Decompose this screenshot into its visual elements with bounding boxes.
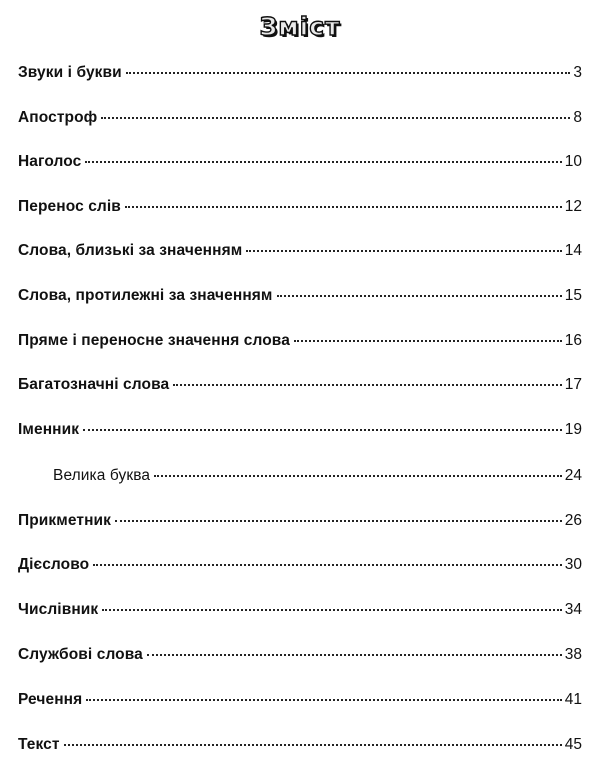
toc-page-number: 45 [564, 736, 582, 753]
toc-page-number: 30 [564, 556, 582, 573]
toc-entry-label: Речення [18, 691, 83, 708]
toc-entry-label: Слова, протилежні за значенням [18, 287, 273, 304]
toc-entry-antonyms[interactable] [18, 287, 582, 309]
toc-entry-function-words[interactable] [18, 646, 582, 668]
toc-entry-label: Дієслово [18, 556, 90, 573]
toc-page-number: 17 [564, 376, 582, 393]
dot-leader [173, 384, 562, 386]
toc-page-number: 19 [564, 421, 582, 438]
toc-entry-label: Апостроф [18, 109, 98, 126]
page-title: Зміст [259, 12, 341, 41]
toc-page-number: 14 [564, 242, 582, 259]
dot-leader [83, 429, 562, 431]
toc-entry-verb[interactable] [18, 556, 582, 578]
toc-page-number: 34 [564, 601, 582, 618]
toc-entry-word-hyphenation[interactable] [18, 198, 582, 220]
toc-entry-label: Іменник [18, 421, 80, 438]
toc-page-number: 41 [564, 691, 582, 708]
dot-leader [93, 564, 562, 566]
toc-subentry-capital-letter[interactable] [53, 467, 582, 489]
toc-entry-sentence[interactable] [18, 691, 582, 713]
dot-leader [125, 206, 562, 208]
toc-page-number: 38 [564, 646, 582, 663]
toc-page-number: 8 [573, 109, 582, 126]
toc-page-number: 24 [564, 467, 582, 484]
toc-entry-label: Багатозначні слова [18, 376, 170, 393]
toc-entry-label: Велика буква [53, 467, 151, 484]
dot-leader [147, 654, 562, 656]
dot-leader [154, 475, 562, 477]
dot-leader [115, 520, 562, 522]
toc-entry-label: Пряме і переносне значення слова [18, 332, 290, 349]
toc-entry-label: Службові слова [18, 646, 143, 663]
toc-entry-label: Слова, близькі за значенням [18, 242, 243, 259]
toc-entry-literal-figurative[interactable] [18, 332, 582, 354]
toc-entry-label: Прикметник [18, 512, 112, 529]
dot-leader [277, 295, 562, 297]
toc-entry-stress[interactable] [18, 153, 582, 175]
toc-entry-label: Текст [18, 736, 60, 753]
toc-entry-apostrophe[interactable] [18, 109, 582, 131]
dot-leader [126, 72, 571, 74]
dot-leader [64, 744, 562, 746]
toc-entry-label: Перенос слів [18, 198, 121, 215]
toc-entry-label: Звуки і букви [18, 64, 122, 81]
dot-leader [101, 117, 570, 119]
toc-entry-text[interactable] [18, 736, 582, 758]
toc-page-number: 3 [573, 64, 582, 81]
toc-entry-polysemous-words[interactable] [18, 376, 582, 398]
toc-page-number: 16 [564, 332, 582, 349]
dot-leader [246, 250, 561, 252]
toc-entry-adjective[interactable] [18, 512, 582, 534]
toc-entry-numeral[interactable] [18, 601, 582, 623]
toc-entry-label: Числівник [18, 601, 99, 618]
toc-entry-synonyms[interactable] [18, 242, 582, 264]
dot-leader [102, 609, 561, 611]
toc-entry-label: Наголос [18, 153, 82, 170]
toc-entry-noun[interactable] [18, 421, 582, 443]
dot-leader [85, 161, 561, 163]
dot-leader [86, 699, 561, 701]
toc-page-number: 10 [564, 153, 582, 170]
toc-page-number: 26 [564, 512, 582, 529]
dot-leader [294, 340, 562, 342]
toc-page-number: 15 [564, 287, 582, 304]
toc-entry-sounds-letters[interactable] [18, 64, 582, 86]
toc-page-number: 12 [564, 198, 582, 215]
